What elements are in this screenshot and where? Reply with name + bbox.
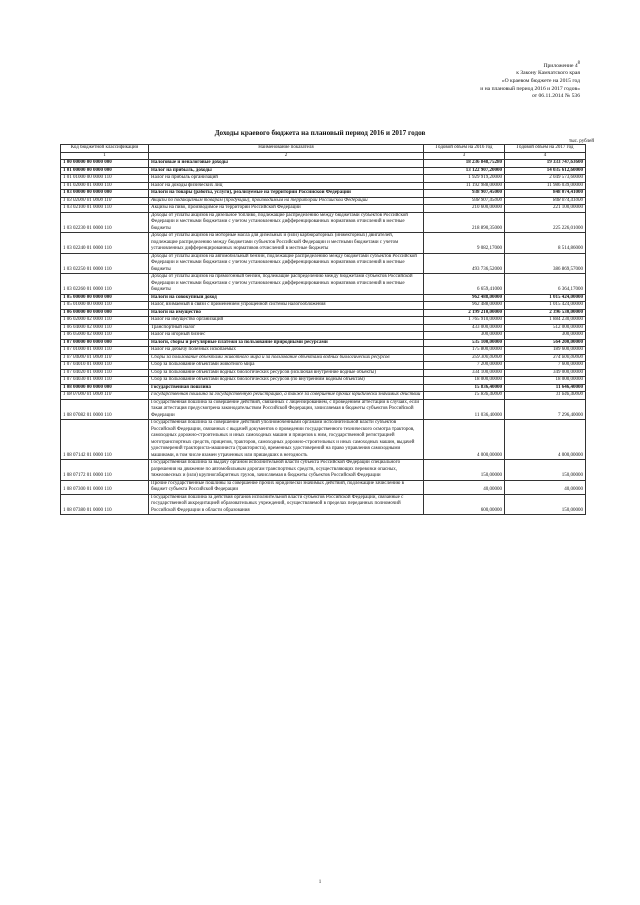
appendix-line: к Закону Камчатского края (516, 70, 580, 77)
cell-2017: 150,00000 (505, 460, 586, 481)
cell-2017: 512 000,00000 (505, 324, 586, 332)
appendix-line: Приложение $4^8$ (543, 61, 580, 69)
cell-2016: 2 199 210,00000 (424, 309, 505, 317)
column-number: 3 (424, 152, 505, 160)
cell-name: Налог на имущество организаций (149, 317, 424, 325)
cell-2017: 189 600,00000 (505, 347, 586, 355)
cell-2017: 1 015 424,00000 (505, 294, 586, 302)
cell-code: 1 08 07380 01 0000 110 (61, 494, 149, 515)
column-number: 2 (149, 152, 424, 160)
cell-2016: 6 659,41000 (424, 274, 505, 295)
document-title: Доходы краевого бюджета на плановый период 2016 и 2017 годов (214, 129, 426, 137)
cell-name: Сбор за пользование объектами животного мира (149, 362, 424, 370)
cell-2017: 8 514,86000 (505, 233, 586, 254)
cell-code: 1 07 04010 01 0000 110 (61, 362, 149, 370)
cell-2017: 374 600,00000 (505, 354, 586, 362)
cell-2017: 848 074,41000 (505, 190, 586, 198)
cell-code: 1 08 07082 01 0000 110 (61, 399, 149, 420)
cell-2016: 18 000,00000 (424, 377, 505, 385)
table-row (61, 274, 586, 295)
table-row (61, 480, 586, 494)
cell-2016: 15 836,40000 (424, 392, 505, 400)
table-row (61, 324, 586, 332)
cell-code: 1 01 01000 00 0000 110 (61, 175, 149, 183)
table-header-row (61, 145, 586, 153)
cell-name: Доходы от уплаты акцизов на автомобильный бензин, подлежащие распределению между бюджетами субъектов Российской Федерации и местными бюджетами с учетом установленных дифференцированных нормативов отчислений в местные бюджеты (149, 253, 424, 274)
table-row (61, 302, 586, 310)
cell-2017: 386 869,57000 (505, 253, 586, 274)
cell-2016: 334 100,00000 (424, 369, 505, 377)
table-row (61, 369, 586, 377)
cell-name: Сборы за пользование объектами животного мира и за пользование объектами водных биологических ресурсов (149, 354, 424, 362)
cell-code: 1 08 07142 01 0000 110 (61, 420, 149, 460)
table-row (61, 309, 586, 317)
cell-name: Налог на игорный бизнес (149, 332, 424, 340)
page-number: 1 (318, 880, 322, 885)
cell-name: Прочие государственные пошлины за совершение прочих юридически значимых действий, подлежащие зачислению в бюджет субъекта Российской Федерации (149, 480, 424, 494)
cell-code: 1 03 02250 01 0000 110 (61, 253, 149, 274)
cell-code: 1 05 01000 00 0000 110 (61, 302, 149, 310)
cell-2016: 13 122 907,20000 (424, 167, 505, 175)
cell-code: 1 07 04000 01 0000 110 (61, 354, 149, 362)
cell-name: Налоги на товары (работы, услуги), реализуемые на территории Российской Федерации (149, 190, 424, 198)
cell-name: Налог на добычу полезных ископаемых (149, 347, 424, 355)
cell-name: Налоги на совокупный доход (149, 294, 424, 302)
cell-2016: 535 100,00000 (424, 339, 505, 347)
cell-code: 1 06 04000 02 0000 110 (61, 324, 149, 332)
cell-2017: 11 986 039,00000 (505, 182, 586, 190)
cell-code: 1 03 02000 01 0000 110 (61, 197, 149, 205)
cell-2017: 40,00000 (505, 480, 586, 494)
appendix-line: от 06.11.2014 № 536 (531, 93, 580, 100)
cell-2016: 493 736,52000 (424, 253, 505, 274)
cell-code: 1 03 02260 01 0000 110 (61, 274, 149, 295)
cell-2016: 4 000,00000 (424, 420, 505, 460)
table-row (61, 182, 586, 190)
cell-code: 1 08 07300 01 0000 110 (61, 480, 149, 494)
cell-name: Государственная пошлина за выдачу органом исполнительной власти субъекта Российской Федерации специального разрешения на движение по автомобильным дорогам транспортных средств, осуществляющих перевозки опасных, тяжеловесных и (или) крупногабаритных грузов, зачисляемая в бюджеты субъектов Российской Федерации (149, 460, 424, 481)
appendix-line: «О краевом бюджете на 2015 год (501, 78, 580, 85)
table-row (61, 420, 586, 460)
cell-2016: 1 765 910,00000 (424, 317, 505, 325)
cell-2016: 962 488,00000 (424, 294, 505, 302)
revenue-table (60, 144, 586, 515)
cell-code: 1 08 00000 00 0000 000 (61, 384, 149, 392)
cell-2016: 11 192 988,00000 (424, 182, 505, 190)
header-2017: Годовой объем на 2017 год (505, 145, 586, 153)
cell-name: Сбор за пользование объектами водных биологических ресурсов (по внутренним водным объектам) (149, 377, 424, 385)
cell-name: Налоги, сборы и регулярные платежи за пользование природными ресурсами (149, 339, 424, 347)
cell-code: 1 01 02000 01 0000 110 (61, 182, 149, 190)
header-2016: Годовой объем на 2016 год (424, 145, 505, 153)
cell-2016: 938 907,45000 (424, 190, 505, 198)
cell-name: Налог на прибыль организаций (149, 175, 424, 183)
cell-2016: 11 036,40000 (424, 399, 505, 420)
cell-2017: 1 015 424,00000 (505, 302, 586, 310)
table-row (61, 190, 586, 198)
cell-2017: 19 333 747,63600 (505, 160, 586, 168)
cell-name: Налоговые и неналоговые доходы (149, 160, 424, 168)
cell-name: Акцизы на пиво, производимое на территории Российской Федерации (149, 205, 424, 213)
cell-name: Налог на прибыль, доходы (149, 167, 424, 175)
cell-code: 1 05 00000 00 0000 000 (61, 294, 149, 302)
cell-2017: 11 646,40000 (505, 384, 586, 392)
cell-2017: 6 364,17000 (505, 274, 586, 295)
table-row (61, 175, 586, 183)
cell-2016: 7 200,00000 (424, 362, 505, 370)
cell-code: 1 07 01000 01 0000 110 (61, 347, 149, 355)
cell-2017: 300,00000 (505, 332, 586, 340)
table-row (61, 354, 586, 362)
cell-2016: 210 600,00000 (424, 205, 505, 213)
cell-name: Налоги на имущество (149, 309, 424, 317)
cell-code: 1 06 02000 02 0000 110 (61, 317, 149, 325)
table-row (61, 399, 586, 420)
cell-name: Сбор за пользование объектами водных биологических ресурсов (исключая внутренние водные объекты) (149, 369, 424, 377)
cell-name: Доходы от уплаты акцизов на дизельное топливо, подлежащие распределению между бюджетами субъектов Российской Федерации и местными бюджетами с учетом установленных дифференцированных нормативов отчислений в местные бюджеты (149, 212, 424, 233)
cell-name: Налог, взимаемый в связи с применением упрощенной системы налогообложения (149, 302, 424, 310)
cell-code: 1 03 02100 01 0000 110 (61, 205, 149, 213)
appendix-line: и на плановый период 2016 и 2017 годов» (480, 85, 580, 92)
table-row (61, 253, 586, 274)
cell-name: Государственная пошлина за государственную регистрацию, а также за совершение прочих юридически значимых действий (149, 392, 424, 400)
table-row (61, 233, 586, 254)
cell-code: 1 07 04020 01 0000 110 (61, 369, 149, 377)
cell-2017: 4 000,00000 (505, 420, 586, 460)
cell-code: 1 03 02230 01 0000 110 (61, 212, 149, 233)
cell-2017: 221 100,00000 (505, 205, 586, 213)
column-number-row (61, 152, 586, 160)
appendix-superscript: 8 (577, 61, 580, 66)
cell-code: 1 01 00000 00 0000 000 (61, 167, 149, 175)
cell-code: 1 08 07000 01 0000 110 (61, 392, 149, 400)
table-row (61, 212, 586, 233)
cell-2016: 433 000,00000 (424, 324, 505, 332)
cell-2016: 150,00000 (424, 460, 505, 481)
table-row (61, 460, 586, 481)
cell-code: 1 03 02240 01 0000 110 (61, 233, 149, 254)
table-row (61, 347, 586, 355)
cell-2016: 40,00000 (424, 480, 505, 494)
cell-2016: 359 300,00000 (424, 354, 505, 362)
cell-name: Государственная пошлина за действия органов исполнительной власти субъектов Российской Федерации, связанные с государственной аккредитацией образовательных учреждений, осуществляемой в пределах переданных полномочий Российской Федерации в области образования (149, 494, 424, 515)
cell-name: Акцизы по подакцизным товарам (продукции), производимым на территории Российской Федерации (149, 197, 424, 205)
cell-2017: 1 884 230,00000 (505, 317, 586, 325)
cell-2016: 218 890,35000 (424, 212, 505, 233)
cell-name: Государственная пошлина за совершение действий, связанных с лицензированием, с проведением аттестации в случаях, если такая аттестация предусмотрена законодательством Российской Федерации, зачисляемая в бюджеты субъектов Российской Федерации (149, 399, 424, 420)
table-row (61, 317, 586, 325)
table-row (61, 377, 586, 385)
table-row (61, 160, 586, 168)
cell-name: Государственная пошлина за совершение действий уполномоченными органами исполнительной власти субъектов Российской Федерации, связанных с выдачей документов о проведении государственного технического осмотра тракторов, самоходных дорожно-строительных и иных самоходных машин и прицепов к ним, государственной регистрацией мототранспортных средств, прицепов, тракторов, самоходных дорожно-строительных и иных самоходных машин, выдачей удостоверений тракториста-машиниста (тракториста), временных удостоверений на право управления самоходными машинами, в том числе взамен утраченных или пришедших в негодность (149, 420, 424, 460)
cell-2016: 600,00000 (424, 494, 505, 515)
cell-2017: 349 000,00000 (505, 369, 586, 377)
cell-2017: 848 074,41000 (505, 197, 586, 205)
column-number: 1 (61, 152, 149, 160)
cell-2017: 11 646,40000 (505, 392, 586, 400)
table-row (61, 294, 586, 302)
cell-2017: 2 049 573,60000 (505, 175, 586, 183)
cell-2017: 564 200,00000 (505, 339, 586, 347)
cell-2017: 14 035 612,60000 (505, 167, 586, 175)
cell-2016: 175 800,00000 (424, 347, 505, 355)
table-row (61, 392, 586, 400)
table-row (61, 205, 586, 213)
table-body (61, 160, 586, 515)
cell-name: Доходы от уплаты акцизов на моторные масла для дизельных и (или) карбюраторных (инжекторных) двигателей, подлежащие распределению между бюджетами субъектов Российской Федерации и местными бюджетами с учетом установленных дифференцированных нормативов отчислений в местные бюджеты (149, 233, 424, 254)
cell-code: 1 00 00000 00 0000 000 (61, 160, 149, 168)
cell-2016: 9 082,17000 (424, 233, 505, 254)
cell-code: 1 07 04030 01 0000 110 (61, 377, 149, 385)
header-name: Наименование показателя (149, 145, 424, 153)
table-row (61, 332, 586, 340)
cell-2017: 7 296,40000 (505, 399, 586, 420)
cell-2017: 225 226,01000 (505, 212, 586, 233)
cell-name: Доходы от уплаты акцизов на прямогонный бензин, подлежащие распределению между бюджетами субъектов Российской Федерации и местными бюджетами с учетом установленных дифференцированных нормативов отчислений в местные бюджеты (149, 274, 424, 295)
cell-2017: 7 600,00000 (505, 362, 586, 370)
table-row (61, 197, 586, 205)
cell-2016: 15 836,40000 (424, 384, 505, 392)
cell-2017: 2 396 530,00000 (505, 309, 586, 317)
cell-code: 1 07 00000 00 0000 000 (61, 339, 149, 347)
cell-2016: 18 236 848,75280 (424, 160, 505, 168)
cell-2016: 1 929 919,20000 (424, 175, 505, 183)
table-row (61, 362, 586, 370)
appendix-note (320, 60, 580, 101)
cell-code: 1 06 05000 02 0000 110 (61, 332, 149, 340)
table-row (61, 494, 586, 515)
table-row (61, 384, 586, 392)
cell-name: Государственная пошлина (149, 384, 424, 392)
cell-code: 1 08 07172 01 0000 110 (61, 460, 149, 481)
cell-2016: 300,00000 (424, 332, 505, 340)
cell-2017: 150,00000 (505, 494, 586, 515)
cell-code: 1 06 00000 00 0000 000 (61, 309, 149, 317)
table-row (61, 339, 586, 347)
column-number: 4 (505, 152, 586, 160)
units-label: тыс. рублей (569, 139, 594, 144)
cell-2017: 18 000,00000 (505, 377, 586, 385)
cell-name: Транспортный налог (149, 324, 424, 332)
cell-code: 1 03 00000 00 0000 000 (61, 190, 149, 198)
cell-name: Налог на доходы физических лиц (149, 182, 424, 190)
header-code: Код бюджетной классификации (61, 145, 149, 153)
cell-2016: 938 907,45000 (424, 197, 505, 205)
table-row (61, 167, 586, 175)
cell-2016: 962 488,00000 (424, 302, 505, 310)
